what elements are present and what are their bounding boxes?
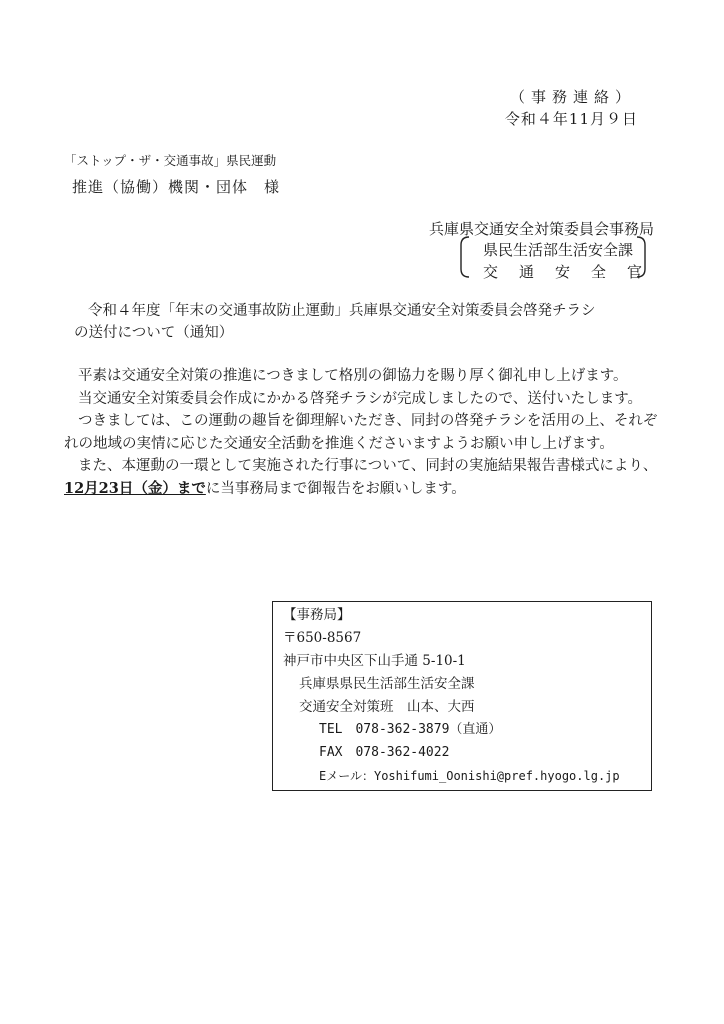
subject-line-2: の送付について（通知） xyxy=(74,325,234,341)
contact-email: Eメール：Yoshifumi_Oonishi@pref.hyogo.lg.jp xyxy=(319,769,620,783)
sender-officer: 交通安全官 xyxy=(483,263,664,281)
contact-tel: TEL 078-362-3879（直通） xyxy=(319,722,502,737)
deadline-date: 12月23日（金）まで xyxy=(64,479,206,497)
subject-line-1: 令和４年度「年末の交通事故防止運動」兵庫県交通安全対策委員会啓発チラシ xyxy=(88,303,596,319)
body-paragraph-deadline xyxy=(64,478,664,501)
contact-postal: 〒650-8567 xyxy=(283,630,362,646)
sender-division: 県民生活部生活安全課 xyxy=(483,241,634,259)
contact-address: 神戸市中央区下山手通 5-10-1 xyxy=(283,653,466,669)
deadline-text: に当事務局まで御報告をお願いします。 xyxy=(205,480,466,497)
contact-division: 兵庫県県民生活部生活安全課 xyxy=(299,676,475,692)
contact-fax: FAX 078-362-4022 xyxy=(319,745,450,760)
issue-date: 令和４年11月９日 xyxy=(504,110,638,128)
body-paragraph: 平素は交通安全対策の推進につきまして格別の御協力を賜り厚く御礼申し上げます。 xyxy=(78,368,628,384)
body-paragraph: また、本運動の一環として実施された行事について、同封の実施結果報告書様式により、 xyxy=(78,458,658,474)
recipient-campaign: 「ストップ・ザ・交通事故」県民運動 xyxy=(64,153,277,168)
contact-heading: 【事務局】 xyxy=(283,607,351,623)
body-paragraph: 当交通安全対策委員会作成にかかる啓発チラシが完成しましたので、送付いたします。 xyxy=(78,390,643,407)
body-text xyxy=(64,365,664,500)
subject xyxy=(74,300,648,344)
body-paragraph: つきましては、この運動の趣旨を御理解いただき、同封の啓発チラシを活用の上、それぞれの地域の実情に応じた交通安全活動を推進くださいますようお願い申し上げます。 xyxy=(64,413,658,452)
sender-organization: 兵庫県交通安全対策委員会事務局 xyxy=(428,220,654,238)
contact-box xyxy=(272,601,652,791)
recipient-organizations: 推進（協働）機関・団体 様 xyxy=(72,178,281,196)
contact-team: 交通安全対策班 山本、大西 xyxy=(299,699,475,715)
document-type: （事務連絡） xyxy=(509,88,636,106)
sender-division-block xyxy=(457,235,664,281)
